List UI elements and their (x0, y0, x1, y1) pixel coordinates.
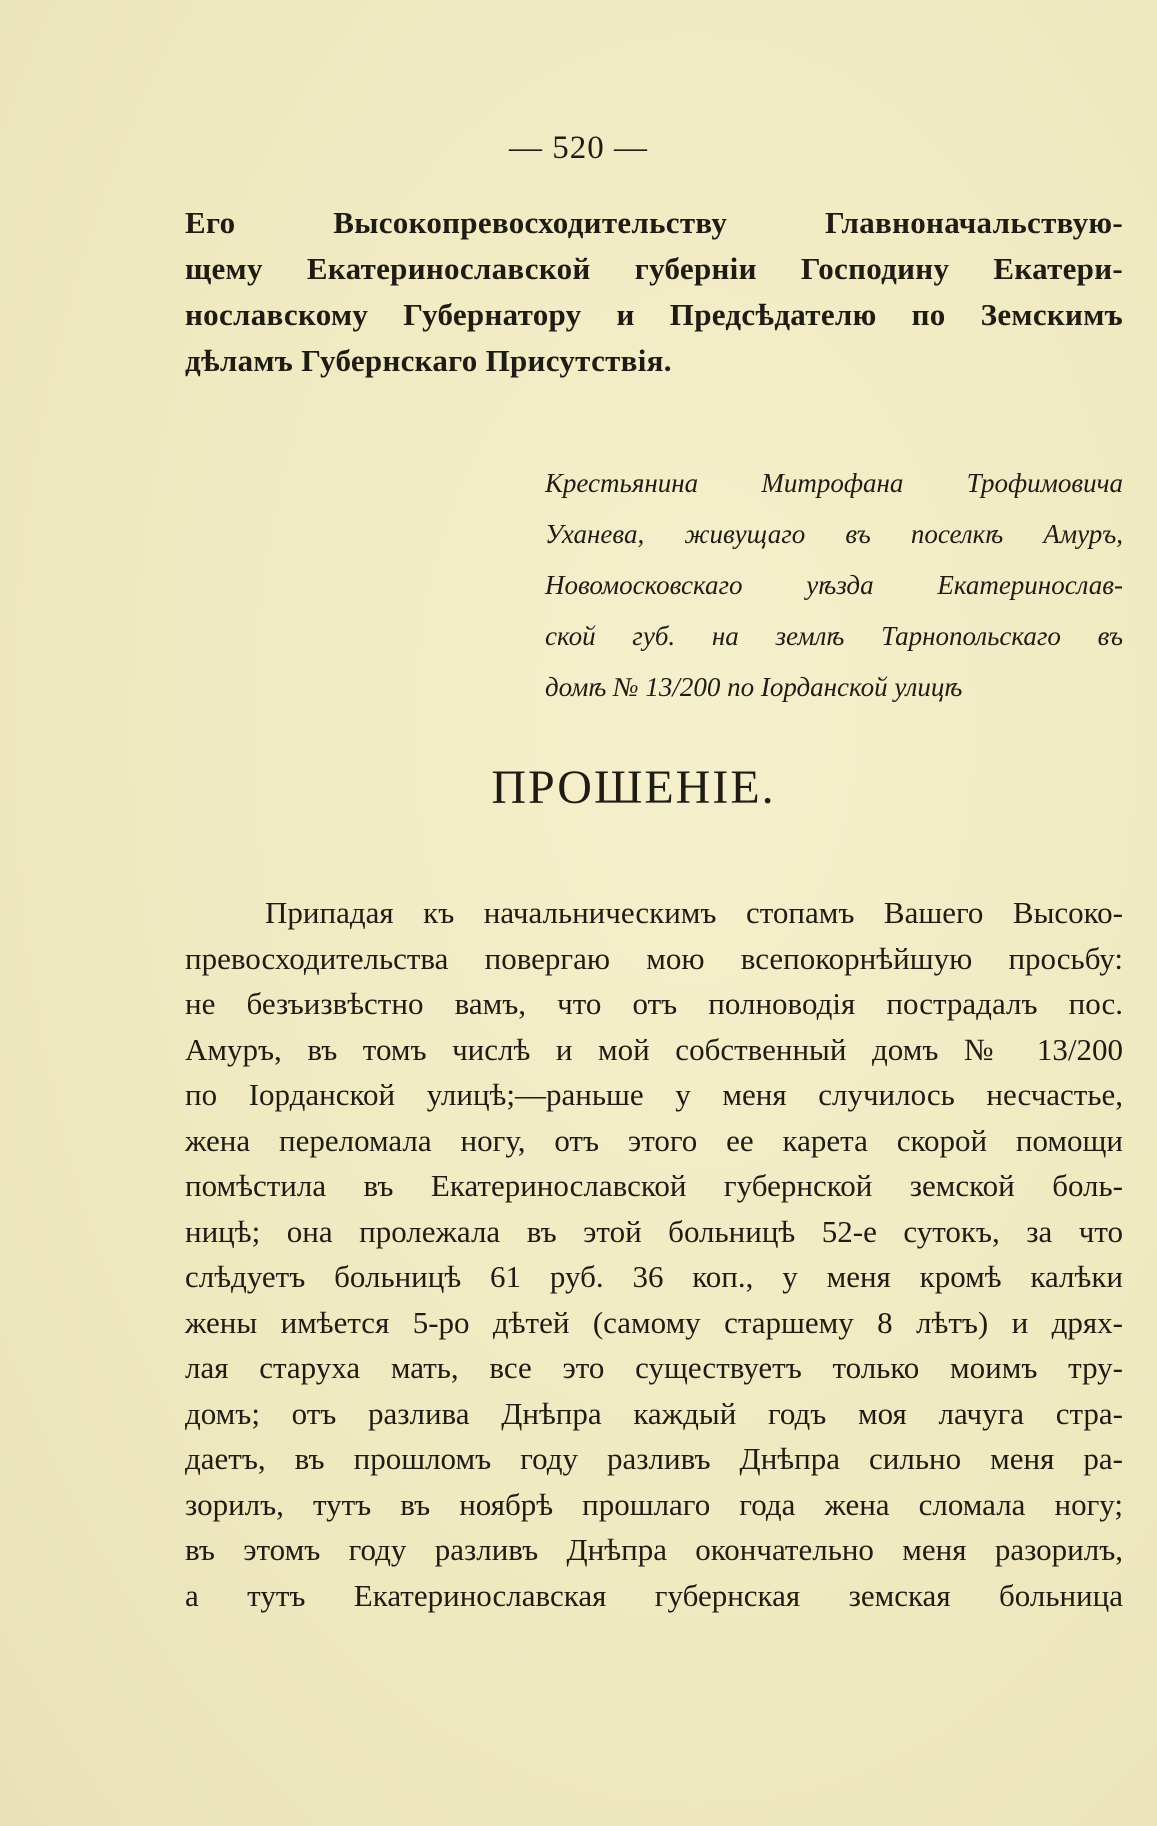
body-line: не безъизвѣстно вамъ, что отъ полноводія пострадалъ пос. (185, 986, 1123, 1021)
body-line: даетъ, въ прошломъ году разливъ Днѣпра сильно меня ра- (185, 1441, 1123, 1476)
sender-line: Крестьянина Митрофана Трофимовича (545, 468, 1123, 498)
body-line: а тутъ Екатеринославская губернская земская больница (185, 1577, 1123, 1613)
body-line: зорилъ, тутъ въ ноябрѣ прошлаго года жена сломала ногу; (185, 1486, 1123, 1522)
body-line: Амуръ, въ томъ числѣ и мой собственный домъ № 13/200 (185, 1031, 1123, 1067)
body-line: домъ; отъ разлива Днѣпра каждый годъ моя лачуга стра- (185, 1395, 1123, 1431)
sender-line: Уханева, живущаго въ поселкѣ Амуръ, (545, 519, 1123, 549)
sender-block (545, 458, 1123, 713)
address-line: нославскому Губернатору и Предсѣдателю по Земскимъ (185, 297, 1123, 332)
document-title: ПРОШЕНІЕ. (491, 761, 776, 814)
body-line: жены имѣется 5-ро дѣтей (самому старшему 8 лѣтъ) и дрях- (185, 1304, 1123, 1340)
page-number: — 520 — (509, 130, 648, 166)
body-line: ницѣ; она пролежала въ этой больницѣ 52-е сутокъ, за что (185, 1213, 1123, 1249)
sender-line: ской губ. на землѣ Тарнопольскаго въ (545, 621, 1123, 651)
body-line: въ этомъ году разливъ Днѣпра окончательно меня разорилъ, (185, 1532, 1123, 1567)
sender-line: домѣ № 13/200 по Іорданской улицѣ (545, 672, 963, 702)
address-line: щему Екатеринославской губерніи Господину Екатери- (185, 251, 1123, 286)
body-line: Припадая къ начальническимъ стопамъ Вашего Высоко- (265, 895, 1123, 930)
body-line: лая старуха мать, все это существуетъ только моимъ тру- (185, 1350, 1123, 1385)
petition-body (185, 890, 1123, 1618)
sender-line: Новомосковскаго уѣзда Екатеринослав- (545, 570, 1123, 600)
body-line: по Іорданской улицѣ;—раньше у меня случилось несчастье, (185, 1077, 1123, 1112)
body-line: превосходительства повергаю мою всепокорнѣйшую просьбу: (185, 940, 1123, 976)
address-line: Его Высокопревосходительству Главноначальствую- (185, 205, 1123, 240)
body-line: помѣстила въ Екатеринославской губернской земской боль- (185, 1168, 1123, 1203)
body-line: жена переломала ногу, отъ этого ее карета скорой помощи (185, 1122, 1123, 1158)
body-line: слѣдуетъ больницѣ 61 руб. 36 коп., у меня кромѣ калѣки (185, 1259, 1123, 1294)
address-block (185, 200, 1123, 384)
address-line: дѣламъ Губернскаго Присутствія. (185, 343, 672, 378)
